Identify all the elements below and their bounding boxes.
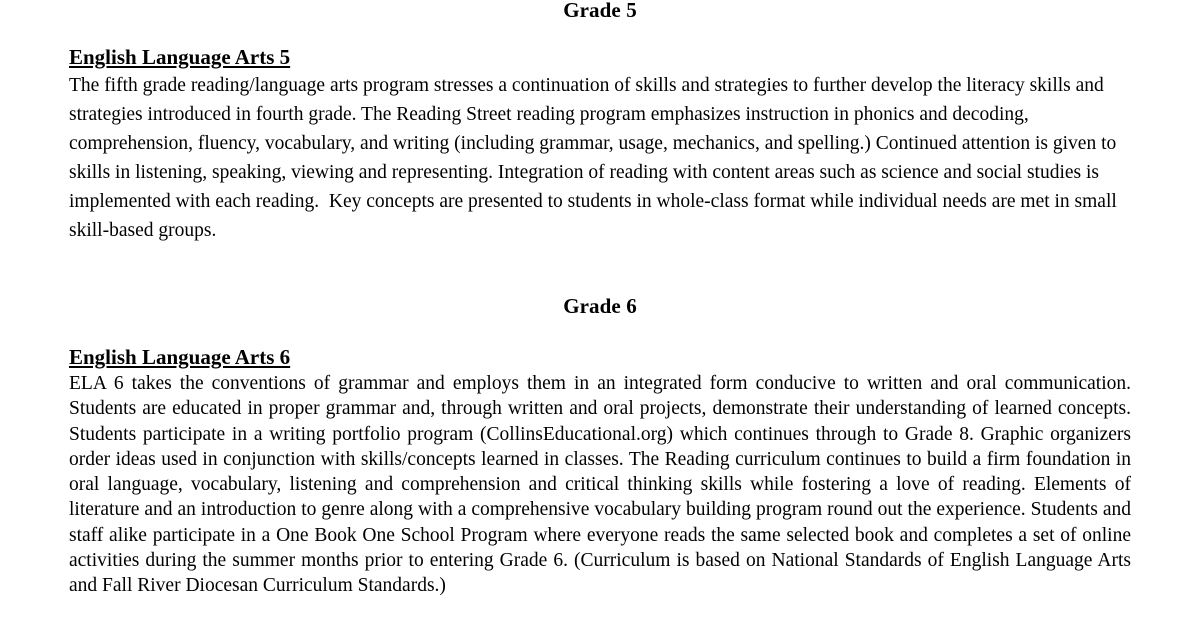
paragraph-ela-5: The fifth grade reading/language arts program stresses a continuation of skills and strategies to further develop the literacy skills and strategies introduced in fourth grade. The Reading Street reading program emphasizes instruction in phonics and decoding, comprehension, fluency, vocabulary, and writing (including grammar, usage, mechanics, and spelling.) Continued attention is given to skills in listening, speaking, viewing and representing. Integration of reading with content areas such as science and social studies is implemented with each reading. Key concepts are presented to students in whole-class format while individual needs are met in small skill-based groups.	[69, 75, 1122, 241]
section-grade-5	[69, 44, 1131, 70]
subject-heading-ela-5: English Language Arts 5	[69, 45, 291, 69]
section-grade-6	[69, 344, 1131, 370]
document-body	[69, 44, 1136, 599]
subject-heading-ela-6: English Language Arts 6	[69, 345, 291, 369]
paragraph-ela-6: ELA 6 takes the conventions of grammar and employs them in an integrated form conducive to written and oral communication. Students are educated in proper grammar and, through written and oral projects, demonstrate their understanding of learned concepts. Students participate in a writing portfolio program (CollinsEducational.org) which continues through to Grade 8. Graphic organizers order ideas used in conjunction with skills/concepts learned in classes. The Reading curriculum continues to build a firm foundation in oral language, vocabulary, listening and comprehension and critical thinking skills while fostering a love of reading. Elements of literature and an introduction to genre along with a comprehensive vocabulary building program round out the experience. Students and staff alike participate in a One Book One School Program where everyone reads the same selected book and completes a set of online activities during the summer months prior to entering Grade 6. (Curriculum is based on National Standards of English Language Arts and Fall River Diocesan Curriculum Standards.)	[69, 373, 1136, 597]
section-spacer	[69, 245, 1131, 294]
grade-heading-grade-5: Grade 5	[563, 0, 637, 22]
grade-heading-grade-6: Grade 6	[563, 294, 637, 318]
heading-spacer	[69, 318, 1131, 344]
